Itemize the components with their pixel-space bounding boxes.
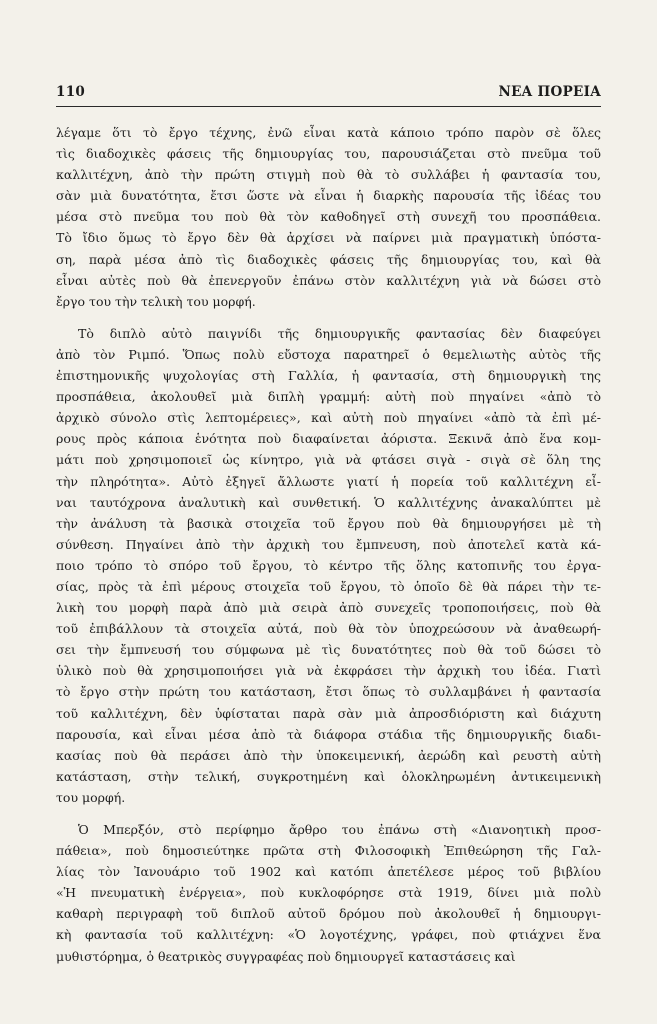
text-line: ποιο τρόπο τὸ σπόρο τοῦ ἔργου, τὸ κέντρο τῆς ὅλης κατοπινῆς του ἐργα- bbox=[56, 557, 601, 573]
text-line: καλλιτέχνη, ἀπὸ τὴν πρώτη στιγμὴ ποὺ θὰ τὸ συλλάβει ἡ φαντασία του, bbox=[56, 167, 601, 183]
text-line: παρουσία, καὶ εἶναι μέσα ἀπὸ τὰ διάφορα στάδια τῆς δημιουργικῆς διαδι- bbox=[56, 726, 601, 742]
text-line: ἐπιστημονικῆς ψυχολογίας στὴ Γαλλία, ἡ φαντασία, στὴ δημιουργικὴ της bbox=[56, 368, 601, 384]
text-line: «Ἡ πνευματικὴ ἐνέργεια», ποὺ κυκλοφόρησε στὰ 1919, δίνει μιὰ πολὺ bbox=[56, 885, 601, 901]
text-line: ὑλικὸ ποὺ θὰ χρησιμοποιήσει γιὰ νὰ ἐκφράσει τὴν ἀρχικὴ του ἰδέα. Γιατὶ bbox=[56, 663, 601, 679]
body-text bbox=[56, 122, 601, 967]
text-line: κὴ φαντασία τοῦ καλλιτέχνη: «Ὁ λογοτέχνης, γράφει, ποὺ φτιάχνει ἕνα bbox=[56, 927, 601, 943]
header-rule bbox=[56, 106, 601, 107]
text-line: του μορφή. bbox=[56, 789, 126, 805]
text-line: λέγαμε ὅτι τὸ ἔργο τέχνης, ἐνῶ εἶναι κατὰ κάποιο τρόπο παρὸν σὲ ὅλες bbox=[56, 125, 601, 140]
text-line: σει τὴν ἔμπνευσή του σύμφωνα μὲ τὶς δυνατότητες ποὺ θὰ τοῦ δώσει τὸ bbox=[56, 642, 601, 658]
page-number: 110 bbox=[56, 84, 86, 100]
paragraph bbox=[56, 819, 601, 967]
text-line: ση, παρὰ μέσα ἀπὸ τὶς διαδοχικὲς φάσεις τῆς δημιουργίας του, καὶ θὰ bbox=[56, 251, 601, 267]
text-line: Τὸ ἴδιο ὅμως τὸ ἔργο δὲν θὰ ἀρχίσει νὰ παίρνει μιὰ πραγματικὴ ὑπόστα- bbox=[56, 230, 601, 246]
text-line: εἶναι αὐτὲς ποὺ θὰ ἐπενεργοῦν ἐπάνω στὸν καλλιτέχνη γιὰ νὰ δώσει στὸ bbox=[56, 272, 601, 288]
paragraph-gap bbox=[56, 808, 601, 819]
text-line: τὴν ἀνάλυση τὰ βασικὰ στοιχεῖα τοῦ ἔργου ποὺ θὰ δημιουργήσει μὲ τὴ bbox=[56, 515, 601, 531]
page-header bbox=[56, 84, 601, 106]
text-line: καθαρὴ περιγραφὴ τοῦ διπλοῦ αὐτοῦ δρόμου ποὺ ἀκολουθεῖ ἡ δημιουργι- bbox=[56, 906, 601, 922]
text-line: ἔργο του τὴν τελικὴ του μορφή. bbox=[56, 293, 256, 309]
text-line: Τὸ διπλὸ αὐτὸ παιγνίδι τῆς δημιουργικῆς φαντασίας δὲν διαφεύγει bbox=[78, 325, 601, 341]
text-line: τὶς διαδοχικὲς φάσεις τῆς δημιουργίας του, παρουσιάζεται στὸ πνεῦμα τοῦ bbox=[56, 146, 601, 162]
text-line: μέσα στὸ πνεῦμα του ποὺ θὰ τὸν καθοδηγεῖ στὴ συνεχῆ του προσπάθεια. bbox=[56, 209, 601, 225]
text-line: ἀπὸ τὸν Ριμπό. Ὅπως πολὺ εὔστοχα παρατηρεῖ ὁ θεμελιωτὴς αὐτὸς τῆς bbox=[56, 346, 601, 362]
text-line: τοῦ ἐπιβάλλουν τὰ στοιχεῖα αὐτά, ποὺ θὰ τὸν ὑποχρεώσουν νὰ ἀναθεωρή- bbox=[56, 621, 601, 637]
running-head: ΝΕΑ ΠΟΡΕΙΑ bbox=[498, 84, 601, 100]
text-line: ναι ταυτόχρονα ἀναλυτικὴ καὶ συνθετική. Ὁ καλλιτέχνης ἀνακαλύπτει μὲ bbox=[56, 494, 601, 510]
text-line: ρους πρὸς κάποια ἑνότητα ποὺ διαφαίνεται ἀόριστα. Ξεκινᾶ ἀπὸ ἕνα κομ- bbox=[56, 431, 601, 447]
text-line: τοῦ καλλιτέχνη, δὲν ὑφίσταται παρὰ σὰν μιὰ ἀπροσδιόριστη καὶ διάχυτη bbox=[56, 705, 601, 721]
text-line: σὰν μιὰ δυνατότητα, ἔτσι ὥστε νὰ εἶναι ἡ διαρκὴς παρουσία τῆς ἰδέας του bbox=[56, 188, 601, 204]
text-line: Ὁ Μπερξόν, στὸ περίφημο ἄρθρο του ἐπάνω στὴ «Διανοητικὴ προσ- bbox=[78, 822, 601, 837]
text-line: κασίας ποὺ θὰ περάσει ἀπὸ τὴν ὑποκειμενική, ἀερώδη καὶ ρευστὴ αὐτὴ bbox=[56, 747, 601, 763]
text-line: ἀρχικὸ σύνολο στὶς λεπτομέρειες», καὶ αὐτὴ ποὺ πηγαίνει «ἀπὸ τὰ ἐπὶ μέ- bbox=[56, 410, 601, 426]
paragraph bbox=[56, 323, 601, 808]
text-line: πάθεια», ποὺ δημοσιεύτηκε πρῶτα στὴ Φιλοσοφικὴ Ἐπιθεώρηση τῆς Γαλ- bbox=[56, 843, 601, 859]
text-line: τὴν πληρότητα». Αὐτὸ ἐξηγεῖ ἄλλωστε γιατί ἡ πορεία τοῦ καλλιτέχνη εἶ- bbox=[56, 473, 601, 489]
paragraph bbox=[56, 122, 601, 312]
text-line: σίας, πρὸς τὰ ἐπὶ μέρους στοιχεῖα τοῦ ἔργου, τὸ ὁποῖο δὲ θὰ πάρει τὴν τε- bbox=[56, 578, 601, 594]
text-line: τὸ ἔργο στὴν πρώτη του κατάσταση, ἔτσι ὅπως τὸ συλλαμβάνει ἡ φαντασία bbox=[56, 684, 601, 700]
text-line: μυθιστόρημα, ὁ θεατρικὸς συγγραφέας ποὺ δημιουργεῖ καταστάσεις καὶ bbox=[56, 948, 516, 964]
text-line: μάτι ποὺ χρησιμοποιεῖ ὡς κίνητρο, γιὰ νὰ φτάσει σιγὰ - σιγὰ σὲ ὅλη της bbox=[56, 452, 601, 468]
text-line: σύνθεση. Πηγαίνει ἀπὸ τὴν ἀρχικὴ του ἔμπνευση, ποὺ ἀποτελεῖ κατὰ κά- bbox=[56, 536, 601, 552]
paragraph-gap bbox=[56, 312, 601, 323]
text-line: προσπάθεια, ἀκολουθεῖ μιὰ διπλὴ γραμμή: αὐτὴ ποὺ πηγαίνει «ἀπὸ τὸ bbox=[56, 389, 601, 405]
text-line: λίας τὸν Ἰανουάριο τοῦ 1902 καὶ κατόπι ἀπετέλεσε μέρος τοῦ βιβλίου bbox=[56, 864, 601, 880]
text-line: κατάσταση, στὴν τελική, συγκροτημένη καὶ ὁλοκληρωμένη ἀντικειμενικὴ bbox=[56, 768, 601, 784]
text-line: λικὴ του μορφὴ παρὰ ἀπὸ μιὰ σειρὰ ἀπὸ συνεχεῖς τροποποιήσεις, ποὺ θὰ bbox=[56, 600, 601, 616]
